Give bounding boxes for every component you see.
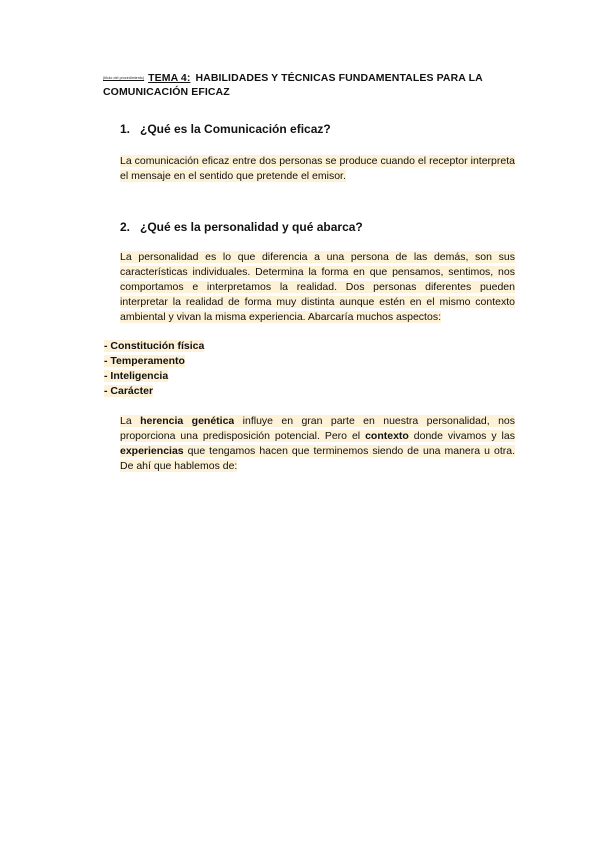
section-2-heading	[120, 220, 363, 234]
section-heading-text: ¿Qué es la personalidad y qué abarca?	[140, 220, 363, 234]
closing-paragraph	[120, 414, 515, 474]
list-item: - Constitución física	[104, 340, 205, 352]
title-text: HABILIDADES Y TÉCNICAS FUNDAMENTALES PARA LA	[195, 72, 483, 84]
bold-term-herencia: herencia genética	[140, 415, 235, 427]
title-text-line2: COMUNICACIÓN EFICAZ	[103, 86, 230, 98]
section-1-paragraph	[120, 154, 515, 184]
list-item: - Inteligencia	[104, 370, 169, 382]
paragraph-text: La personalidad es lo que diferencia a una persona de las demás, son sus características individuales. Determina la forma en que pensamos, sentimos, nos comportamos e interpretamos la realidad. Dos personas diferentes pueden interpretar la realidad de forma muy distinta aunque estén en el mismo contexto ambiental y vivan la misma experiencia. Abarcaría muchos aspectos:	[120, 251, 515, 323]
section-2-paragraph	[120, 250, 515, 325]
closing-text-2: influye en gran parte en nuestra personalidad, nos proporciona una predisposición potencial. Pero el	[120, 415, 515, 442]
closing-text-1: La	[120, 415, 141, 427]
closing-text-4: que tengamos hacen que terminemos siendo de una manera u otra. De ahí que hablemos de:	[120, 445, 515, 472]
tema-label: TEMA 4:	[148, 72, 191, 84]
procedure-label: (título del procedimiento)	[103, 76, 145, 80]
closing-text-3: donde vivamos y las	[408, 430, 515, 442]
aspects-list	[104, 339, 204, 399]
section-heading-text: ¿Qué es la Comunicación eficaz?	[140, 122, 331, 136]
list-item: - Carácter	[104, 385, 154, 397]
section-number: 2.	[120, 220, 131, 234]
list-item: - Temperamento	[104, 355, 185, 367]
bold-term-contexto: contexto	[365, 430, 409, 442]
section-number: 1.	[120, 122, 131, 136]
document-title	[103, 71, 523, 99]
bold-term-experiencias: experiencias	[120, 445, 184, 457]
section-1-heading	[120, 122, 331, 136]
paragraph-text: La comunicación eficaz entre dos personas se produce cuando el receptor interpreta el mensaje en el sentido que pretende el emisor.	[120, 155, 515, 182]
